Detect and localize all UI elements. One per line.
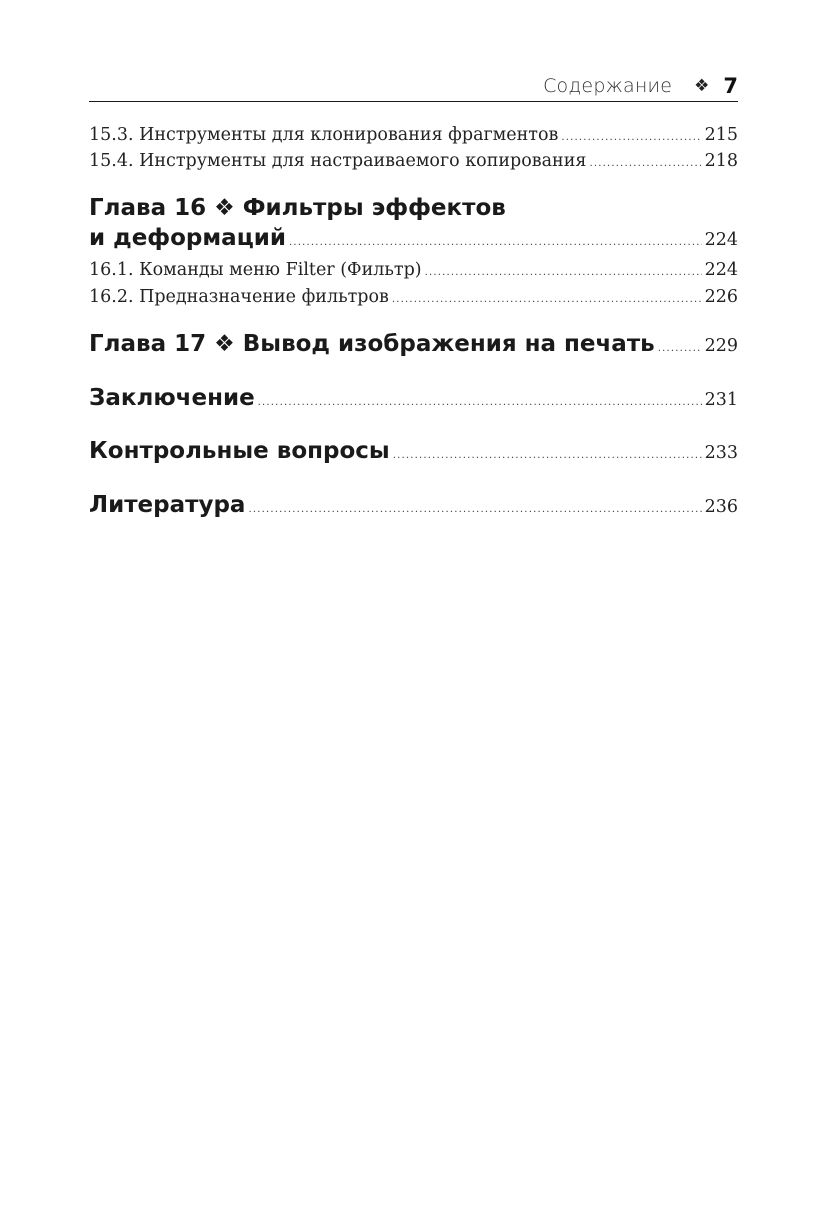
toc-entry-title: 16.2. Предназначение фильтров [89,287,389,307]
toc-entry-page: 215 [704,125,738,145]
toc-entry-page: 233 [704,443,738,463]
toc-entry-15-4 [89,148,738,177]
leader-dots [589,151,701,177]
toc-entry-page: 231 [704,390,738,410]
toc-entry-title: 15.3. Инструменты для клонирования фрагментов [89,125,559,145]
running-header [89,70,738,102]
leader-dots [393,441,702,471]
toc-entry-page: 226 [704,287,738,307]
toc-entry-15-3 [89,122,738,151]
questions-title: Контрольные вопросы [89,438,390,464]
toc-entry-page: 218 [704,151,738,171]
literature-title: Литература [89,492,246,518]
toc-entry-title: 16.1. Команды меню Filter (Фильтр) [89,260,422,280]
chapter-17-title: Глава 17 ❖ Вывод изображения на печать [89,331,655,357]
chapter-16-title-line1: Глава 16 ❖ Фильтры эффектов [89,195,506,221]
chapter-17-entry [89,329,738,364]
chapter-16-title-line2: и деформаций [89,225,286,251]
leader-dots [289,228,702,258]
toc-entry-page: 224 [704,260,738,280]
toc-entry-page: 224 [704,230,738,250]
header-ornament: ❖ [694,75,710,96]
literature-entry [89,490,738,525]
toc-entry-page: 236 [704,497,738,517]
questions-entry [89,436,738,471]
chapter-16-entry [89,223,738,258]
toc-entry-page: 229 [704,336,738,356]
leader-dots [258,388,702,418]
toc-entry-16-2 [89,284,738,313]
conclusion-entry [89,383,738,418]
header-title: Содержание [543,74,673,97]
leader-dots [248,495,701,525]
leader-dots [392,287,702,313]
page-number: 7 [723,73,738,98]
toc-entry-16-1 [89,257,738,286]
leader-dots [658,334,702,364]
conclusion-title: Заключение [89,385,255,411]
leader-dots [425,260,702,286]
toc-entry-title: 15.4. Инструменты для настраиваемого копирования [89,151,587,171]
